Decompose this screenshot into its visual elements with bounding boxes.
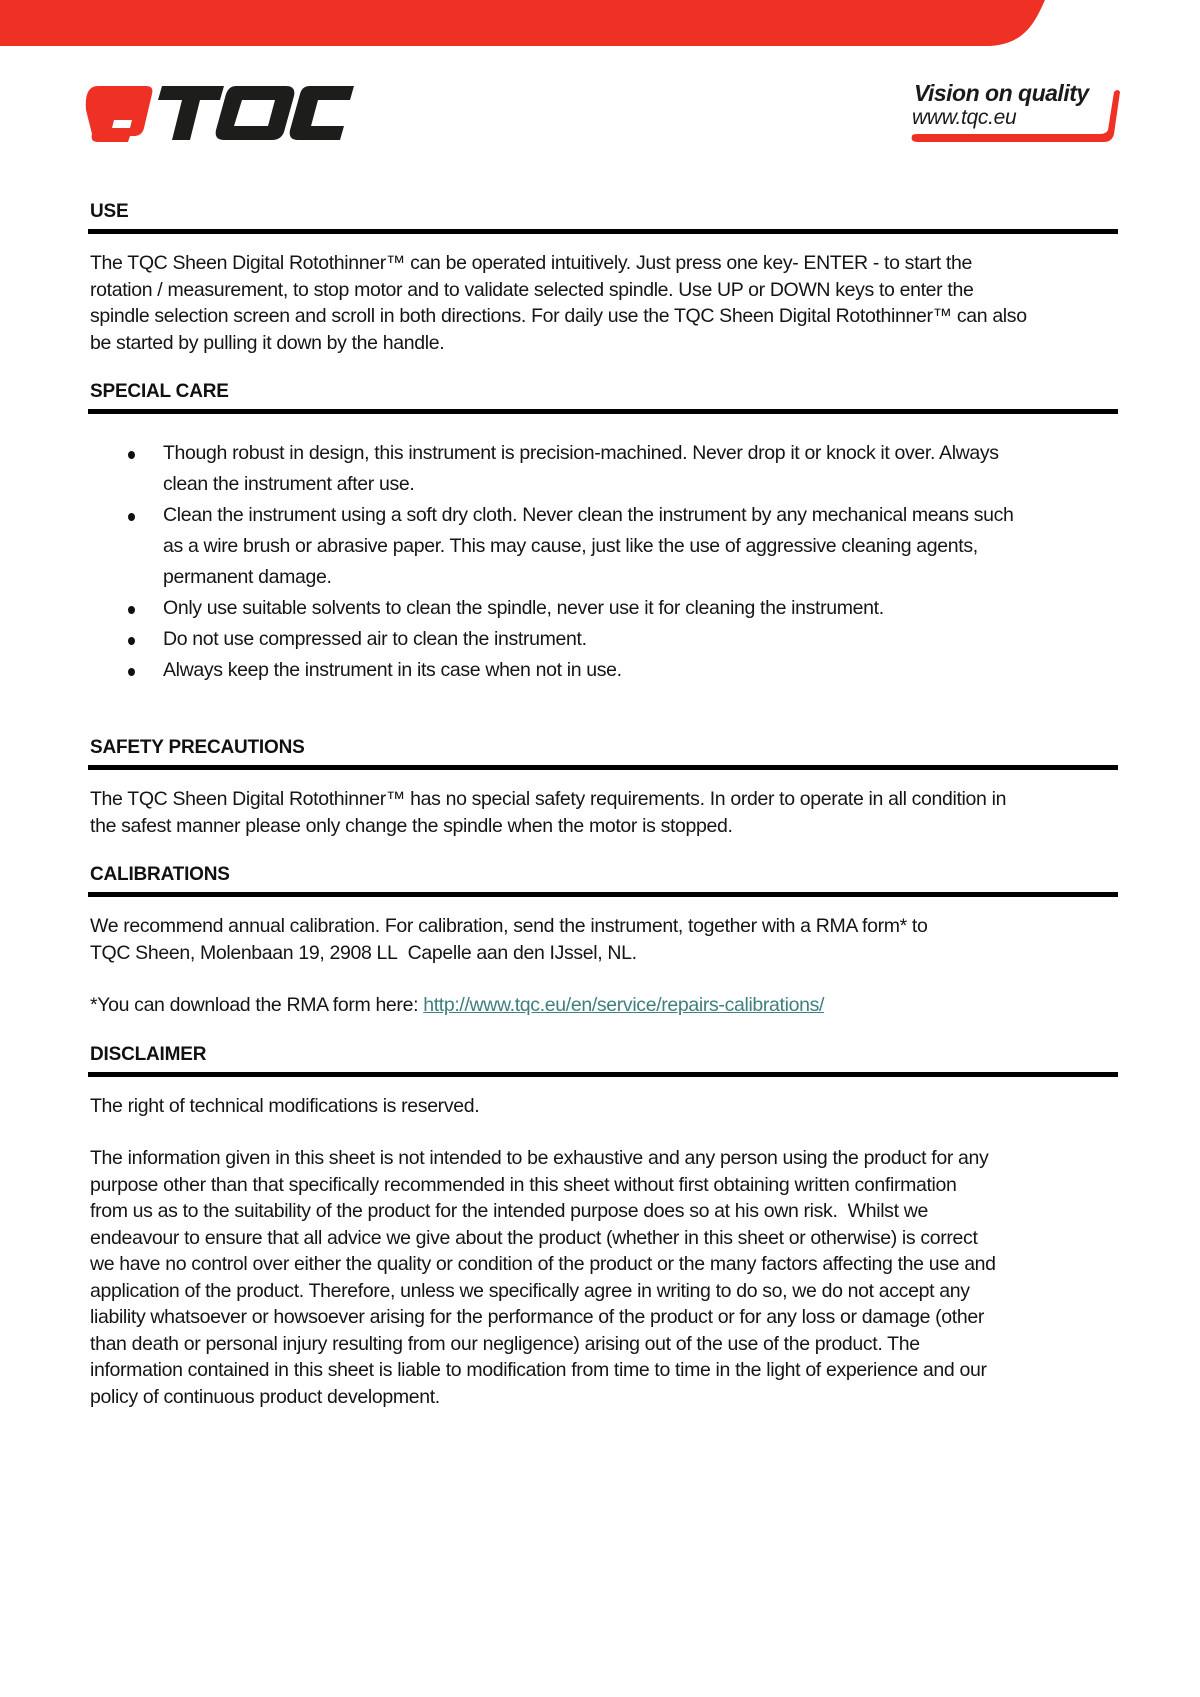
rma-form-link[interactable]: http://www.tqc.eu/en/service/repairs-calibrations/ — [423, 994, 825, 1016]
tqc-logo — [84, 82, 354, 144]
list-item: Do not use compressed air to clean the instrument. — [90, 624, 1120, 655]
list-item: Only use suitable solvents to clean the spindle, never use it for cleaning the instrument. — [90, 593, 1120, 624]
list-item: Though robust in design, this instrument is precision-machined. Never drop it or knock it over. Always clean the instrument after use. — [90, 438, 1120, 500]
list-item: Clean the instrument using a soft dry cloth. Never clean the instrument by any mechanical means such as a wire brush or abrasive paper. This may cause, just like the use of aggressive cleaning agents, permanent damage. — [90, 500, 1120, 593]
calibrations-paragraph: We recommend annual calibration. For calibration, send the instrument, together with a RMA form* to TQC Sheen, Molenbaan 19, 2908 LL Capelle aan den IJssel, NL. — [90, 915, 928, 964]
list-item: Always keep the instrument in its case when not in use. — [90, 655, 1120, 686]
bullet-icon — [128, 668, 135, 676]
tagline-website: www.tqc.eu — [912, 106, 1017, 129]
special-care-list — [90, 438, 1120, 686]
use-paragraph: The TQC Sheen Digital Rotothinner™ can be operated intuitively. Just press one key- ENTER - to start the rotation / measurement, to stop motor and to validate selected spindle. Use UP or DOWN keys to enter the spindle selection screen and scroll in both directions. For daily use the TQC Sheen Digital Rotothinner™ can also be started by pulling it down by the handle. — [90, 252, 1027, 354]
section-calibrations — [90, 863, 1120, 1019]
section-title-disclaimer: DISCLAIMER — [90, 1043, 207, 1065]
tagline — [908, 80, 1122, 146]
bullet-icon — [128, 606, 135, 614]
bullet-icon — [128, 637, 135, 645]
bullet-icon — [128, 451, 135, 459]
section-disclaimer — [90, 1043, 1120, 1411]
document-body — [90, 200, 1120, 1410]
safety-paragraph: The TQC Sheen Digital Rotothinner™ has no special safety requirements. In order to operate in all condition in the safest manner please only change the spindle when the motor is stopped. — [90, 788, 1007, 837]
section-title-special-care: SPECIAL CARE — [90, 381, 229, 402]
header-banner — [0, 0, 1200, 46]
section-title-safety: SAFETY PRECAUTIONS — [90, 737, 305, 758]
disclaimer-intro: The right of technical modifications is reserved. — [90, 1094, 480, 1117]
section-special-care — [90, 380, 1120, 686]
section-title-calibrations: CALIBRATIONS — [90, 864, 230, 885]
section-safety — [90, 736, 1120, 839]
disclaimer-paragraph: The information given in this sheet is not intended to be exhaustive and any person using the product for any purpose other than that specifically recommended in this sheet without first obtaining written confirmation from us as to the suitability of the product for the intended purpose does so at his own risk. Whilst we endeavour to ensure that all advice we give about the product (whether in this sheet or otherwise) is correct we have no control over either the quality or condition of the product or the many factors affecting the use and application of the product. Therefore, unless we specifically agree in writing to do so, we do not accept any liability whatsoever or howsoever arising for the performance of the product or for any loss or damage (other than death or personal injury resulting from our negligence) arising out of the use of the product. The information contained in this sheet is liable to modification from time to time in the light of experience and our policy of continuous product development. — [90, 1147, 996, 1408]
tagline-slogan: Vision on quality — [914, 80, 1089, 106]
section-title-use: USE — [90, 201, 129, 222]
logo-mark-icon — [86, 86, 153, 142]
section-use — [90, 200, 1120, 356]
rma-note: *You can download the RMA form here: http://www.tqc.eu/en/service/repairs-calibrations/ — [90, 994, 825, 1016]
bullet-icon — [128, 513, 135, 521]
